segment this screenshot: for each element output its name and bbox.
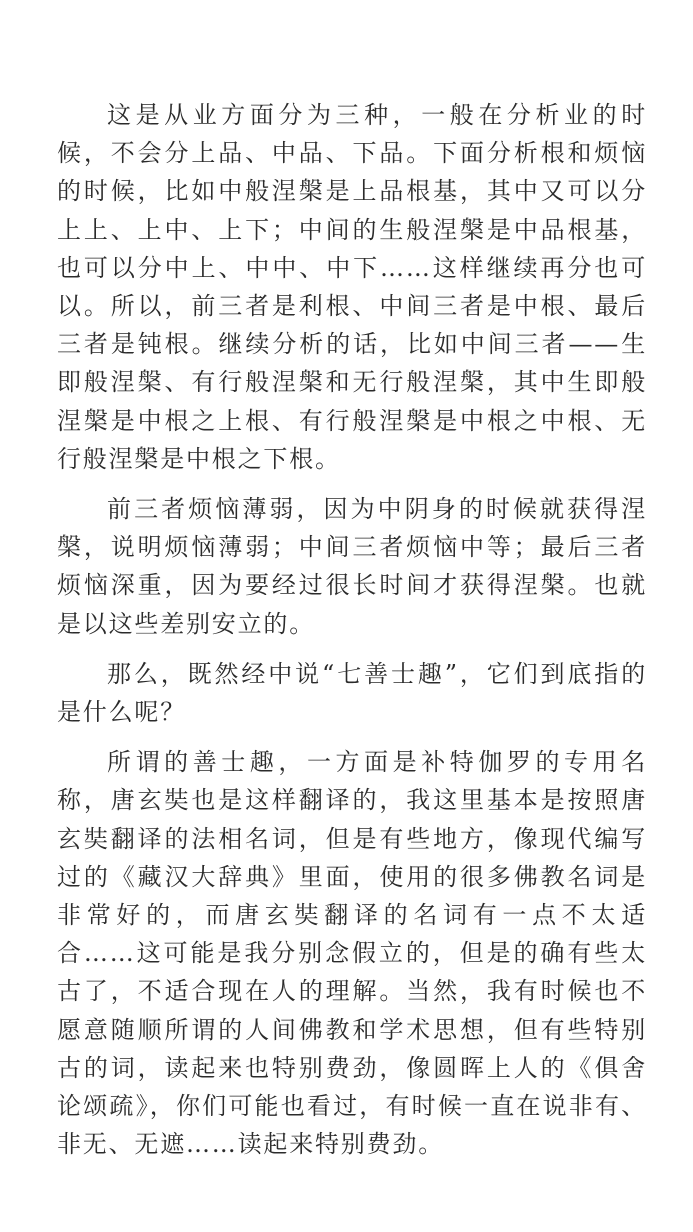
paragraph-4: 所谓的善士趣，一方面是补特伽罗的专用名称，唐玄奘也是这样翻译的，我这里基本是按照唐玄奘翻译的法相名词，但是有些地方，像现代编写过的《藏汉大辞典》里面，使用的很多佛教名词是非常好的，而唐玄奘翻译的名词有一点不太适合……这可能是我分别念假立的，但是的确有些太古了，不适合现在人的理解。当然，我有时候也不愿意随顺所谓的人间佛教和学术思想，但有些特别古的词，读起来也特别费劲，像圆晖上人的《俱舍论颂疏》，你们可能也看过，有时候一直在说非有、非无、无遮……读起来特别费劲。	[57, 748, 647, 1159]
paragraph-3: 那么，既然经中说“七善士趣”，它们到底指的是什么呢？	[57, 659, 647, 727]
paragraph-1: 这是从业方面分为三种，一般在分析业的时候，不会分上品、中品、下品。下面分析根和烦恼的时候，比如中般涅槃是上品根基，其中又可以分上上、上中、上下；中间的生般涅槃是中品根基，也可以分中上、中中、中下……这样继续再分也可以。所以，前三者是利根、中间三者是中根、最后三者是钝根。继续分析的话，比如中间三者——生即般涅槃、有行般涅槃和无行般涅槃，其中生即般涅槃是中根之上根、有行般涅槃是中根之中根、无行般涅槃是中根之下根。	[57, 101, 647, 473]
paragraph-2: 前三者烦恼薄弱，因为中阴身的时候就获得涅槃，说明烦恼薄弱；中间三者烦恼中等；最后三者烦恼深重，因为要经过很长时间才获得涅槃。也就是以这些差别安立的。	[57, 495, 647, 638]
document-page	[57, 96, 647, 1175]
